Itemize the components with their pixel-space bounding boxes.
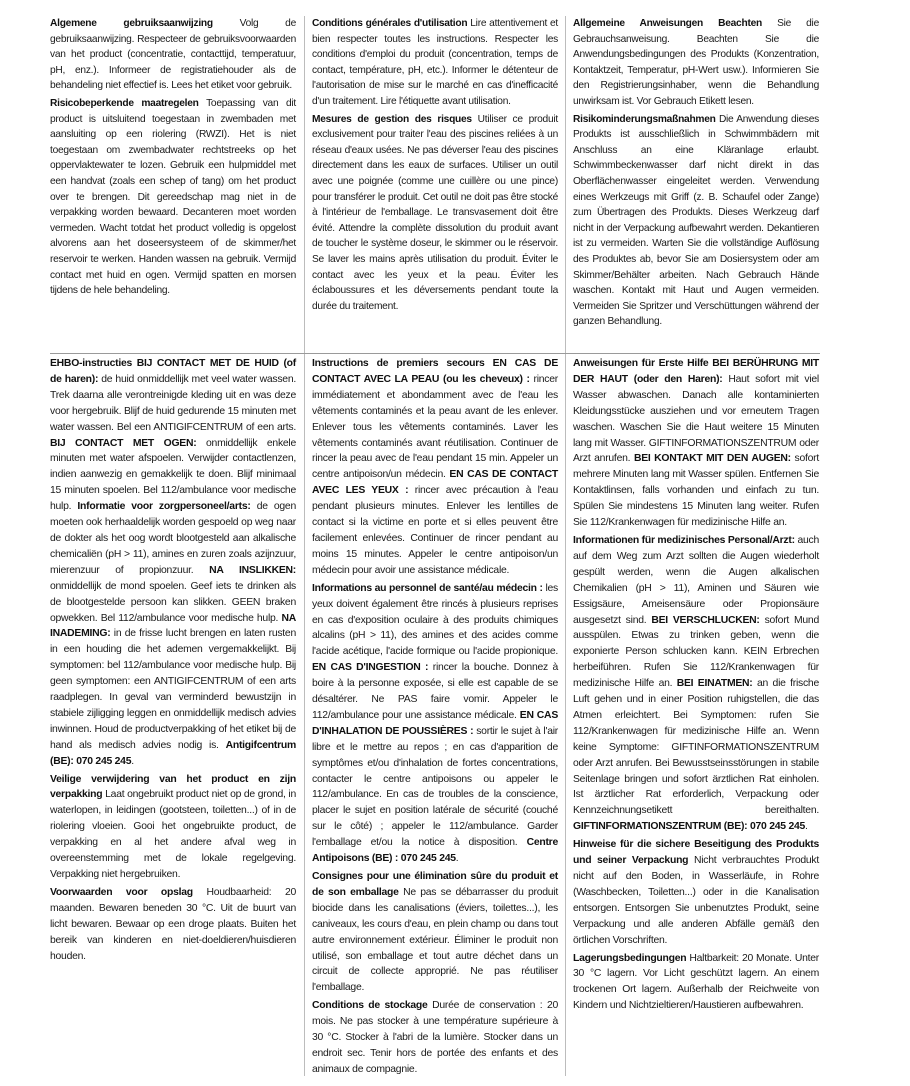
de-skin-heading: Anweisungen für Erste Hilfe BEI BERÜHRUNG MIT DER HAUT (oder den Haren): — [573, 358, 819, 385]
de-eyes-text: sofort mehrere Minuten lang mit Wasser spülen. Entfernen Sie Kontaktlinsen, falls vorhanden und einfach zu tun. Spülen Sie mindestens 15 Minuten lang weiter. Rufen Sie 112/Krankenwagen für medizinische Hilfe an. — [573, 453, 820, 529]
de-usage-heading: Allgemeine Anweisungen Beachten — [573, 18, 762, 29]
de-medical-heading: Informationen für medizinisches Personal/Arzt: — [573, 534, 795, 546]
nl-inhalation-text: in de frisse lucht brengen en laten rusten in een houding die het ademen vergemakkelijkt. Bij symptomen: bel 112/ambulance voor medische hulp. Bij geen symptomen: een ANTIGIFCENTRUM of een arts raadplegen. In geval van verminderd bewustzijn in stabiele zijligging leggen en onmiddellijk medisch advies inwinnen. Houd de productverpakking of het etiket bij de hand als medisch advies nodig is. — [50, 628, 296, 751]
de-storage-heading: Lagerungsbedingungen — [573, 952, 687, 964]
nl-risk-text: Toepassing van dit product is uitsluitend toegestaan in zwembaden met aansluiting op een riolering (RWZI). Het is niet toegestaan om zwembadwater rechtstreeks op het oppervlaktewater te lozen. Gebruik een hulpmiddel met een handvat (zoals een schep of tang) om het product over te brengen. Dit gereedschap mag niet in de verpakking worden bewaard. Decanteren moet worden vermeden. Wacht totdat het product volledig is opgelost alvorens aan het doseersysteem of de skimmer/het reservoir te werken. Handen wassen na gebruik. Vermijd contact met huid en ogen. Vermijd spatten en morsen tijdens de hele behandeling. — [50, 97, 296, 297]
nl-disposal — [50, 772, 296, 883]
section-divider — [50, 353, 820, 354]
de-ingestion-text: sofort Mund ausspülen. Etwas zu trinken geben, wenn die exponierte Person schlucken kann. KEIN Erbrechen herbeiführen. Rufen Sie 112/Krankenwagen für medizinische Hilfe an. — [573, 614, 819, 690]
fr-usage-text: Lire attentivement et bien respecter toutes les instructions. Respecter les conditions d'emploi du produit (concentration, temps de contact, température, pH, etc.). Informer le détenteur de l'autorisation de mise sur le marché en cas d'inefficacité d'un traitement. Lire l'étiquette avant utilisation. — [312, 18, 558, 107]
de-ingestion-heading: BEI VERSCHLUCKEN: — [651, 614, 760, 626]
fr-skin-text: rincer immédiatement et abondamment avec de l'eau les vêtements contaminés et la peau avant de les enlever. Enlever tous les vêtements contaminés. Laver les vêtements contaminés avant réutilisation. Continuer de rincer la peau avec de l'eau pendant 15 min. Appeler un centre antipoison/un médecin. — [312, 373, 558, 481]
de-eyes-heading: BEI KONTAKT MIT DEN AUGEN: — [633, 453, 791, 465]
de-risk-heading: Risikominderungsmaßnahmen — [573, 113, 716, 125]
fr-usage-heading: Conditions générales d'utilisation — [312, 18, 468, 29]
label-text-panel — [50, 16, 820, 1076]
fr-storage-heading: Conditions de stockage — [312, 1000, 428, 1012]
fr-disposal-text: Ne pas se débarrasser du produit biocide dans les canalisations (éviers, toilettes...), les caniveaux, les cours d'eau, en plein champ ou dans tout autre environnement extérieur. Éliminer le produit non utilisé, son emballage et tout autre déchet dans un circuit de collecte approprié. Ne pas réutiliser l'emballage. — [312, 886, 559, 994]
nl-inhalation-heading: NA INADEMING: — [50, 612, 296, 640]
fr-skin-heading: Instructions de premiers secours EN CAS DE CONTACT AVEC LA PEAU (ou les cheveux) : — [312, 358, 558, 385]
de-storage-text: Haltbarkeit: 20 Monate. Unter 30 °C lagern. Vor Licht geschützt lagern. An einem trockenen Ort lagern. Außerhalb der Reichweite von Kindern und Nichtzieltieren/Haustieren aufbewahren. — [573, 952, 819, 1012]
de-inhalation-text: an die frische Luft gehen und in einer Position ruhigstellen, die das Atmen erleichtert. Bei Symptomen: rufen Sie 112/Krankenwagen für medizinische Hilfe an. Wenn keine Symptome: GIFTINFORMATIONSZENTRUM oder Arzt anrufen. Bei Bewusstseinsstörungen in stabile Seitenlage bringen und sofort ärztlichen Rat einholen. Ist ärztlicher Rat erforderlich, Verpackung oder Kennzeichnungsetikett bereithalten. — [573, 678, 819, 817]
nl-eyes-text: onmiddellijk enkele minuten met water afspoelen. Verwijder contactlenzen, indien aanwezig en gemakkelijk te doen. Blijf minimaal 15 minuten spoelen. Bel 112/ambulance voor medische hulp. — [50, 437, 297, 513]
de-skin-text: Haut sofort mit viel Wasser abwaschen. Danach alle kontaminierten Kleidungsstücke ausziehen und vor erneutem Tragen waschen. Waschen Sie die Haut weitere 15 Minuten lang mit Wasser. GIFTINFORMATIONSZENTRUM oder Arzt anrufen. — [573, 373, 819, 465]
nl-poison-centre-end: . — [131, 755, 134, 767]
column-german-top — [573, 16, 819, 351]
nl-eyes-heading: BIJ CONTACT MET OGEN: — [50, 437, 197, 449]
de-disposal — [573, 837, 819, 948]
nl-medical-text: de ogen moeten ook herhaaldelijk worden gespoeld op weg naar de dokter als het oog wordt blootgesteld aan alkalische chemicaliën (pH > 11), amines en zuren zoals azijnzuur, mierenzuur of propionzuur. — [50, 501, 296, 576]
fr-disposal-heading: Consignes pour une élimination sûre du produit et de son emballage — [312, 871, 558, 898]
column-french-bottom — [312, 356, 558, 1076]
fr-ingestion-text: rincer la bouche. Donnez à boire à la personne exposée, si elle est capable de se désaltérer. Ne PAS faire vomir. Appeler le 112/ambulance pour une assistance médicale. — [312, 662, 558, 721]
de-inhalation-heading: BEI EINATMEN: — [676, 678, 753, 690]
de-risk-text: Die Anwendung dieses Produkts ist ausschließlich in Schwimmbädern mit Anschluss an eine Kläranlage erlaubt. Schwimmbeckenwasser darf nicht direkt in das Oberflächenwasser eingeleitet werden. Verwendung eines Werkzeugs mit Griff (z. B. Schaufel oder Zange) zum Übertragen des Produkts. Dieses Werkzeug darf nicht in der Verpackung aufbewahrt werden. Dekantieren ist zu vermeiden. Warten Sie die vollständige Auflösung des Produktes ab, bevor Sie am Dosiersystem oder am Skimmer/Behälter arbeiten. Nach Gebrauch Hände waschen. Kontakt mit Haut und Augen vermeiden. Vermeiden Sie Spritzer und Verschüttungen während der ganzen Behandlung. — [573, 113, 819, 328]
fr-medical — [312, 581, 558, 867]
nl-skin-heading: EHBO-instructies BIJ CONTACT MET DE HUID (of de haren): — [50, 358, 296, 385]
nl-disposal-text: Laat ongebruikt product niet op de grond, in waterlopen, in leidingen (gootsteen, toiletten...) of in de riolering vloeien. Gooi het ongebruikte product, de verpakking en al het andere afval weg in overeenstemming met de lokale regelgeving. Verpakking niet hergebruiken. — [50, 789, 297, 880]
fr-storage — [312, 998, 558, 1078]
de-medical-text: auch auf dem Weg zum Arzt sollten die Augen wiederholt gespült werden, wenn die Augen alkalischen Chemikalien (pH > 11), Aminen und Säuren wie Essigsäure, Ameisensäure oder Propionsäure ausgesetzt sind. — [573, 534, 819, 626]
fr-eyes-heading: EN CAS DE CONTACT AVEC LES YEUX : — [312, 469, 558, 497]
de-disposal-heading: Hinweise für die sichere Beseitigung des Produkts und seiner Verpackung — [573, 839, 819, 867]
fr-inhalation-heading: EN CAS D'INHALATION DE POUSSIÈRES : — [312, 709, 558, 737]
column-dutch-bottom — [50, 356, 296, 1076]
de-disposal-text: Nicht verbrauchtes Produkt nicht auf den Boden, in Wasserläufe, in Rohre (Waschbecken, Toiletten...) oder in die Kanalisation entsorgen. Entsorgen Sie unbenutztes Produkt, seine Verpackung und alle anderen Abfälle gemäß den örtlichen Vorschriften. — [573, 855, 819, 946]
de-medical — [573, 533, 819, 835]
nl-storage-heading: Voorwaarden voor opslag — [50, 886, 193, 898]
fr-disposal — [312, 869, 558, 996]
column-divider — [304, 16, 305, 1076]
fr-inhalation-text: sortir le sujet à l'air libre et le mettre au repos ; en cas d'apparition de symptômes et/ou d'inhalation de fortes concentrations, contacter le centre antipoisons ou appeler le 112/ambulance. En cas de troubles de la conscience, placer le sujet en position latérale de sécurité (couché sur le côté) ; appeler le 112/ambulance. Garder l'emballage et/ou la notice à disposition. — [312, 725, 558, 849]
nl-skin-text: de huid onmiddellijk met veel water wassen. Trek daarna alle verontreinigde kleding uit en was deze voor hergebruik. Blijf de huid gedurende 15 minuten met water wassen. Bel een ANTIGIFCENTRUM of een arts. — [50, 373, 296, 433]
nl-ingestion-heading: NA INSLIKKEN: — [209, 564, 296, 576]
nl-poison-centre: Antigifcentrum (BE): 070 245 245 — [50, 739, 296, 767]
fr-risk-heading: Mesures de gestion des risques — [312, 113, 472, 125]
fr-medical-heading: Informations au personnel de santé/au médecin : — [312, 582, 543, 594]
nl-ingestion-text: onmiddellijk de mond spoelen. Geef iets te drinken als de blootgestelde persoon kan slikken. GEEN braken opwekken. Bel 112/ambulance voor medische hulp. — [50, 580, 296, 624]
column-dutch-top — [50, 16, 296, 351]
nl-risk — [50, 96, 296, 299]
nl-medical-heading: Informatie voor zorgpersoneel/arts: — [77, 501, 251, 513]
fr-usage — [312, 16, 558, 110]
nl-storage-text: Houdbaarheid: 20 maanden. Bewaren beneden 30 °C. Uit de buurt van licht bewaren. Bewaar op een droge plaats. Buiten het bereik van kinderen en niet-doeldieren/huisdieren houden. — [50, 886, 296, 962]
fr-storage-text: Durée de conservation : 20 mois. Ne pas stocker à une température supérieure à 30 °C. Stocker à l'abri de la lumière. Stocker dans un endroit sec. Tenir hors de portée des enfants et des animaux de compagnie. — [312, 1000, 559, 1075]
fr-risk — [312, 112, 558, 315]
nl-risk-heading: Risicobeperkende maatregelen — [50, 97, 199, 109]
fr-first-aid — [312, 356, 558, 579]
de-usage-text: Sie die Gebrauchsanweisung. Beachten Sie die Anwendungsbedingungen des Produkts (Konzentration, Kontaktzeit, Temperatur, pH-Wert usw.). Informieren Sie den Registrierungsinhaber, wenn die Behandlung unwirksam ist. Vor Gebrauch Etikett lesen. — [573, 18, 819, 107]
de-usage — [573, 16, 819, 110]
fr-poison-centre-end: . — [455, 853, 459, 865]
de-storage — [573, 951, 819, 1015]
column-german-bottom — [573, 356, 819, 1076]
nl-disposal-heading: Veilige verwijdering van het product en zijn verpakking — [50, 773, 296, 801]
de-first-aid — [573, 356, 819, 531]
fr-ingestion-heading: EN CAS D'INGESTION : — [312, 662, 429, 674]
de-poison-centre-end: . — [805, 821, 808, 833]
nl-usage — [50, 16, 296, 94]
column-french-top — [312, 16, 558, 351]
nl-usage-heading: Algemene gebruiksaanwijzing — [50, 18, 213, 29]
fr-eyes-text: rincer avec précaution à l'eau pendant plusieurs minutes. Enlever les lentilles de contact si la victime en porte et si elles peuvent être facilement enlevées. Continuer de rincer pendant au moins 15 minutes. Appeler le centre antipoison/un médecin pour avoir une assistance médicale. — [312, 485, 558, 576]
fr-poison-centre: Centre Antipoisons (BE) : 070 245 245 — [312, 837, 558, 865]
fr-risk-text: Utiliser ce produit exclusivement pour traiter l'eau des piscines reliées à un réseau d'eaux usées. Ne pas déverser l'eau des piscines directement dans les eaux de surfaces. Utiliser un outil avec une poignée (comme une cuillère ou une pince) pour transférer le produit. Cet outil ne doit pas être stocké à l'intérieur de l'emballage. Le transvasement doit être évité. Attendre la complète dissolution du produit avant de toucher le système doseur, le skimmer ou le réservoir. Se laver les mains après utilisation du produit. Éviter le contact avec les yeux et la peau. Éviter les éclaboussures et les déversements pendant toute la durée du traitement. — [312, 113, 558, 312]
column-divider — [565, 16, 566, 1076]
nl-usage-text: Volg de gebruiksaanwijzing. Respecteer de gebruiksvoorwaarden van het product (concentratie, contacttijd, temperatuur, pH, enz.). Informeer de registratiehouder als de behandeling niet effectief is. Lees het etiket voor gebruik. — [50, 18, 296, 92]
de-poison-centre: GIFTINFORMATIONSZENTRUM (BE): 070 245 245 — [573, 821, 806, 833]
nl-first-aid — [50, 356, 296, 770]
nl-storage — [50, 885, 296, 965]
de-risk — [573, 112, 819, 330]
fr-medical-text: les yeux doivent également être rincés à plusieurs reprises en cas d'exposition oculaire à des produits chimiques alcalins (pH > 11), des amines et des acides comme l'acide acétique, l'acide formique ou l'acide propionique. — [312, 582, 558, 658]
